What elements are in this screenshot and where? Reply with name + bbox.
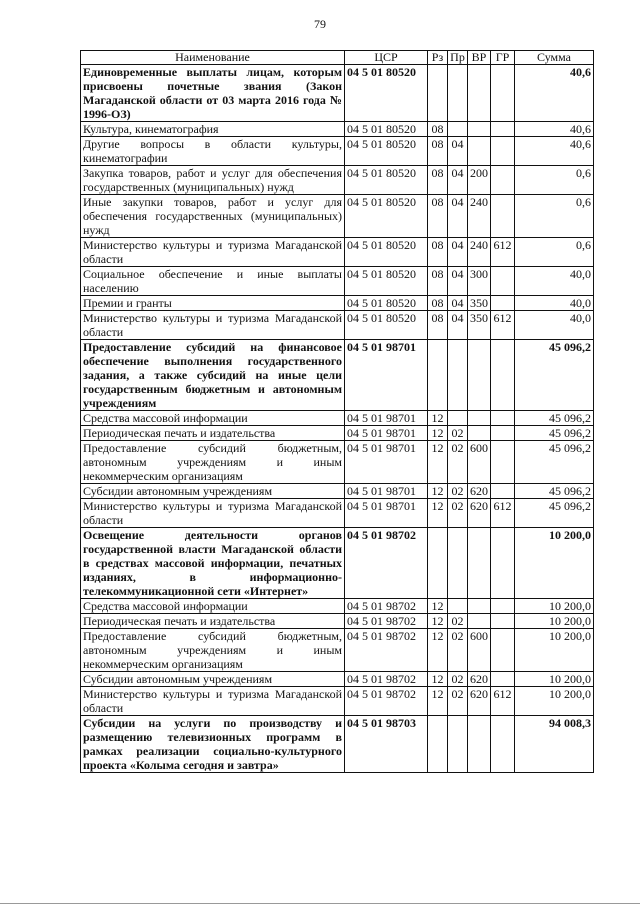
row-rz: 12: [428, 441, 448, 484]
header-rz: Рз: [428, 51, 448, 65]
row-gr: [491, 614, 515, 629]
row-gr: 612: [491, 499, 515, 528]
row-csr: 04 5 01 80520: [345, 166, 428, 195]
row-pr: 04: [448, 195, 468, 238]
row-pr: 02: [448, 426, 468, 441]
row-name: Средства массовой информации: [81, 411, 345, 426]
row-rz: 12: [428, 411, 448, 426]
row-name: Премии и гранты: [81, 296, 345, 311]
row-vr: 350: [468, 311, 491, 340]
table-row: [81, 629, 594, 672]
row-sum: 45 096,2: [515, 484, 594, 499]
row-pr: [448, 340, 468, 411]
page-number: 79: [314, 17, 326, 31]
table-row: [81, 311, 594, 340]
row-sum: 45 096,2: [515, 340, 594, 411]
row-name: Министерство культуры и туризма Магаданской области: [81, 499, 345, 528]
row-rz: 12: [428, 484, 448, 499]
row-rz: [428, 528, 448, 599]
row-sum: 45 096,2: [515, 426, 594, 441]
row-csr: 04 5 01 98702: [345, 528, 428, 599]
row-pr: 04: [448, 166, 468, 195]
table-body: [81, 65, 594, 773]
row-sum: 40,0: [515, 296, 594, 311]
row-name: Средства массовой информации: [81, 599, 345, 614]
row-csr: 04 5 01 98702: [345, 687, 428, 716]
row-rz: 12: [428, 499, 448, 528]
row-gr: [491, 528, 515, 599]
row-vr: [468, 411, 491, 426]
row-name: Периодическая печать и издательства: [81, 426, 345, 441]
row-csr: 04 5 01 80520: [345, 122, 428, 137]
row-sum: 10 200,0: [515, 599, 594, 614]
row-pr: [448, 599, 468, 614]
row-vr: 600: [468, 629, 491, 672]
row-name: Министерство культуры и туризма Магаданской области: [81, 238, 345, 267]
row-rz: 08: [428, 267, 448, 296]
table-row: [81, 296, 594, 311]
row-csr: 04 5 01 80520: [345, 238, 428, 267]
row-name: Предоставление субсидий бюджетным, автономным учреждениям и иным некоммерческим организациям: [81, 441, 345, 484]
row-gr: [491, 411, 515, 426]
table-row: [81, 340, 594, 411]
row-rz: 12: [428, 672, 448, 687]
row-name: Освещение деятельности органов государственной власти Магаданской области в средствах массовой информации, печатных изданиях, в информационно-телекоммуникационной сети «Интернет»: [81, 528, 345, 599]
table-row: [81, 687, 594, 716]
row-vr: 240: [468, 238, 491, 267]
row-name: Субсидии автономным учреждениям: [81, 672, 345, 687]
row-rz: [428, 340, 448, 411]
row-csr: 04 5 01 98701: [345, 411, 428, 426]
row-vr: [468, 340, 491, 411]
row-name: Министерство культуры и туризма Магаданской области: [81, 687, 345, 716]
row-csr: 04 5 01 98701: [345, 499, 428, 528]
row-sum: 40,0: [515, 311, 594, 340]
row-vr: 350: [468, 296, 491, 311]
row-csr: 04 5 01 98702: [345, 629, 428, 672]
row-vr: [468, 137, 491, 166]
table-row: [81, 166, 594, 195]
row-rz: 08: [428, 311, 448, 340]
row-rz: 12: [428, 629, 448, 672]
row-vr: 240: [468, 195, 491, 238]
table-row: [81, 267, 594, 296]
row-pr: 02: [448, 687, 468, 716]
row-rz: 08: [428, 166, 448, 195]
table-row: [81, 499, 594, 528]
row-rz: 12: [428, 426, 448, 441]
row-sum: 45 096,2: [515, 499, 594, 528]
row-gr: [491, 122, 515, 137]
row-csr: 04 5 01 98702: [345, 672, 428, 687]
row-pr: 02: [448, 629, 468, 672]
row-gr: [491, 672, 515, 687]
row-pr: 04: [448, 238, 468, 267]
row-sum: 40,6: [515, 122, 594, 137]
row-vr: 620: [468, 687, 491, 716]
row-pr: [448, 716, 468, 773]
row-vr: 620: [468, 484, 491, 499]
table-row: [81, 716, 594, 773]
header-csr: ЦСР: [345, 51, 428, 65]
row-gr: [491, 195, 515, 238]
row-sum: 0,6: [515, 195, 594, 238]
row-name: Социальное обеспечение и иные выплаты населению: [81, 267, 345, 296]
row-gr: 612: [491, 311, 515, 340]
row-pr: 02: [448, 484, 468, 499]
row-gr: [491, 441, 515, 484]
row-csr: 04 5 01 98702: [345, 614, 428, 629]
table-row: [81, 137, 594, 166]
row-sum: 10 200,0: [515, 528, 594, 599]
row-pr: [448, 65, 468, 122]
header-name: Наименование: [81, 51, 345, 65]
table-row: [81, 65, 594, 122]
row-csr: 04 5 01 98703: [345, 716, 428, 773]
row-rz: 08: [428, 122, 448, 137]
row-name: Субсидии автономным учреждениям: [81, 484, 345, 499]
row-pr: 02: [448, 499, 468, 528]
row-rz: [428, 65, 448, 122]
header-gr: ГР: [491, 51, 515, 65]
row-vr: [468, 122, 491, 137]
row-vr: 300: [468, 267, 491, 296]
row-gr: [491, 267, 515, 296]
table-row: [81, 672, 594, 687]
row-csr: 04 5 01 80520: [345, 296, 428, 311]
row-csr: 04 5 01 98701: [345, 441, 428, 484]
row-sum: 0,6: [515, 238, 594, 267]
row-csr: 04 5 01 98701: [345, 340, 428, 411]
row-sum: 45 096,2: [515, 411, 594, 426]
row-gr: [491, 716, 515, 773]
row-vr: 620: [468, 499, 491, 528]
row-gr: [491, 629, 515, 672]
row-sum: 10 200,0: [515, 629, 594, 672]
row-sum: 40,6: [515, 137, 594, 166]
row-rz: 08: [428, 137, 448, 166]
header-sum: Сумма: [515, 51, 594, 65]
row-gr: [491, 137, 515, 166]
row-gr: [491, 296, 515, 311]
row-sum: 10 200,0: [515, 687, 594, 716]
row-pr: 02: [448, 672, 468, 687]
header-pr: Пр: [448, 51, 468, 65]
row-rz: 08: [428, 296, 448, 311]
row-rz: 08: [428, 195, 448, 238]
row-csr: 04 5 01 80520: [345, 267, 428, 296]
row-vr: 600: [468, 441, 491, 484]
row-gr: 612: [491, 687, 515, 716]
row-name: Другие вопросы в области культуры, кинематографии: [81, 137, 345, 166]
row-csr: 04 5 01 80520: [345, 195, 428, 238]
row-csr: 04 5 01 80520: [345, 311, 428, 340]
budget-table: [80, 50, 594, 773]
table-row: [81, 484, 594, 499]
row-vr: [468, 716, 491, 773]
row-pr: [448, 528, 468, 599]
row-vr: [468, 65, 491, 122]
row-pr: 02: [448, 441, 468, 484]
table-row: [81, 411, 594, 426]
row-csr: 04 5 01 80520: [345, 65, 428, 122]
row-csr: 04 5 01 98701: [345, 426, 428, 441]
row-rz: 08: [428, 238, 448, 267]
row-gr: [491, 599, 515, 614]
row-name: Министерство культуры и туризма Магаданской области: [81, 311, 345, 340]
row-sum: 10 200,0: [515, 672, 594, 687]
row-pr: 04: [448, 311, 468, 340]
row-name: Предоставление субсидий на финансовое обеспечение выполнения государственного задания, а также субсидий на иные цели государственным бюджетным и автономным учреждениям: [81, 340, 345, 411]
row-name: Закупка товаров, работ и услуг для обеспечения государственных (муниципальных) нужд: [81, 166, 345, 195]
table-header-row: [81, 51, 594, 65]
row-rz: 12: [428, 599, 448, 614]
row-vr: 620: [468, 672, 491, 687]
row-name: Единовременные выплаты лицам, которым присвоены почетные звания (Закон Магаданской области от 03 марта 2016 года № 1996-ОЗ): [81, 65, 345, 122]
row-sum: 94 008,3: [515, 716, 594, 773]
row-gr: [491, 484, 515, 499]
table-row: [81, 238, 594, 267]
row-sum: 45 096,2: [515, 441, 594, 484]
header-vr: ВР: [468, 51, 491, 65]
table-row: [81, 528, 594, 599]
row-vr: [468, 528, 491, 599]
row-gr: [491, 166, 515, 195]
row-csr: 04 5 01 80520: [345, 137, 428, 166]
row-name: Иные закупки товаров, работ и услуг для обеспечения государственных (муниципальных) нужд: [81, 195, 345, 238]
row-vr: 200: [468, 166, 491, 195]
table-row: [81, 614, 594, 629]
row-gr: [491, 426, 515, 441]
row-gr: 612: [491, 238, 515, 267]
table-row: [81, 195, 594, 238]
row-pr: [448, 122, 468, 137]
row-vr: [468, 426, 491, 441]
table-row: [81, 599, 594, 614]
row-csr: 04 5 01 98702: [345, 599, 428, 614]
row-pr: 04: [448, 267, 468, 296]
row-sum: 10 200,0: [515, 614, 594, 629]
row-name: Культура, кинематография: [81, 122, 345, 137]
row-pr: 04: [448, 296, 468, 311]
row-rz: [428, 716, 448, 773]
page-bottom-rule: [0, 903, 640, 904]
row-name: Предоставление субсидий бюджетным, автономным учреждениям и иным некоммерческим организациям: [81, 629, 345, 672]
row-gr: [491, 65, 515, 122]
row-vr: [468, 599, 491, 614]
row-pr: 02: [448, 614, 468, 629]
row-pr: 04: [448, 137, 468, 166]
table-row: [81, 426, 594, 441]
row-gr: [491, 340, 515, 411]
table-row: [81, 122, 594, 137]
table-row: [81, 441, 594, 484]
row-name: Периодическая печать и издательства: [81, 614, 345, 629]
row-rz: 12: [428, 614, 448, 629]
row-sum: 0,6: [515, 166, 594, 195]
row-rz: 12: [428, 687, 448, 716]
row-vr: [468, 614, 491, 629]
row-csr: 04 5 01 98701: [345, 484, 428, 499]
row-sum: 40,0: [515, 267, 594, 296]
row-pr: [448, 411, 468, 426]
row-sum: 40,6: [515, 65, 594, 122]
row-name: Субсидии на услуги по производству и размещению телевизионных программ в рамках реализации социально-культурного проекта «Колыма сегодня и завтра»: [81, 716, 345, 773]
